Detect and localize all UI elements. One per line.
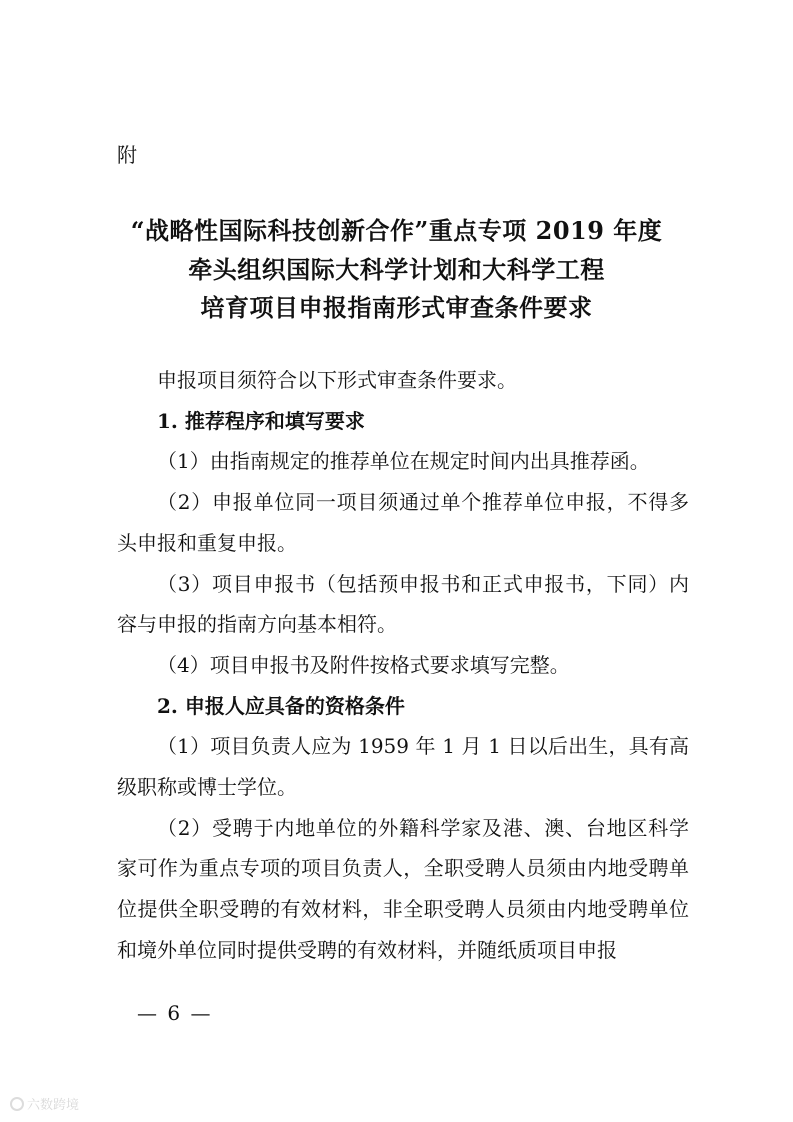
paragraph: （1）由指南规定的推荐单位在规定时间内出具推荐函。 (157, 449, 650, 474)
section-heading-2: 2. 申报人应具备的资格条件 (157, 693, 405, 718)
title-line-2: 牵头组织国际大科学计划和大科学工程 (188, 255, 605, 284)
document-body (117, 360, 689, 971)
paragraph: （2）申报单位同一项目须通过单个推荐单位申报，不得多头申报和重复申报。 (117, 490, 689, 555)
section-heading-1: 1. 推荐程序和填写要求 (157, 408, 365, 433)
watermark-logo-icon (10, 1097, 24, 1111)
paragraph: （2）受聘于内地单位的外籍科学家及港、澳、台地区科学家可作为重点专项的项目负责人，全职受聘人员须由内地受聘单位提供全职受聘的有效材料，非全职受聘人员须由内地受聘单位和境外单位同时提供受聘的有效材料，并随纸质项目申报 (117, 815, 689, 962)
intro-paragraph: 申报项目须符合以下形式审查条件要求。 (157, 368, 517, 392)
title-line-1: “战略性国际科技创新合作”重点专项 2019 年度 (130, 216, 663, 245)
attachment-label: 附 (117, 143, 137, 167)
watermark (10, 1094, 79, 1113)
paragraph: （4）项目申报书及附件按格式要求填写完整。 (157, 652, 570, 677)
paragraph: （1）项目负责人应为 1959 年 1 月 1 日以后出生，具有高级职称或博士学位。 (117, 734, 689, 800)
title-line-3: 培育项目申报指南形式审查条件要求 (200, 293, 593, 322)
watermark-text: 六数跨境 (27, 1098, 80, 1113)
page-number: — 6 — (137, 1001, 213, 1025)
paragraph: （3）项目申报书（包括预申报书和正式申报书，下同）内容与申报的指南方向基本相符。 (117, 571, 689, 637)
